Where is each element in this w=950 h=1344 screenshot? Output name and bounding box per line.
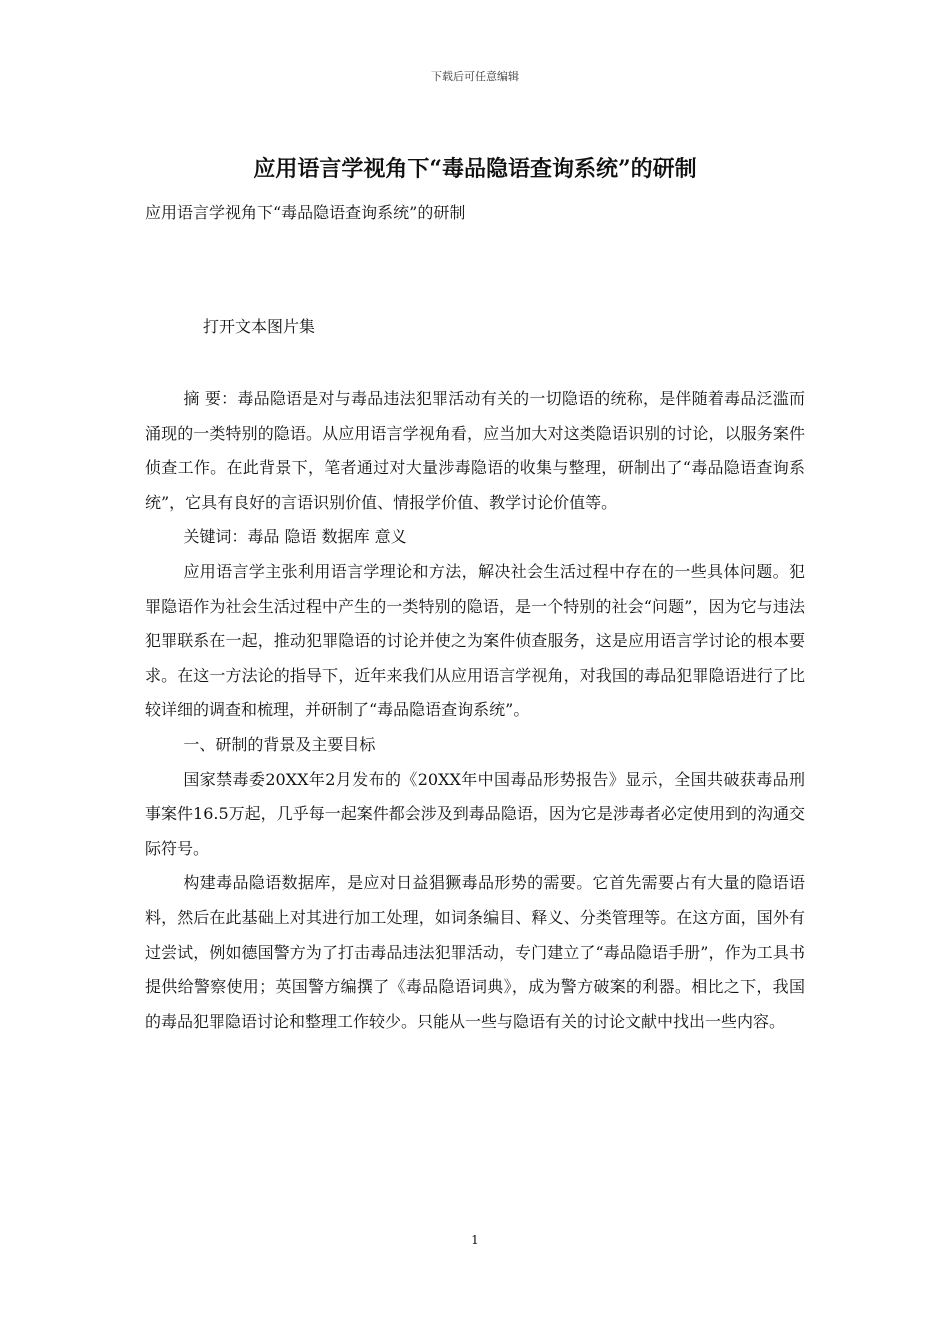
header-note: 下载后可任意编辑 — [431, 70, 519, 83]
document-subtitle: 应用语言学视角下“毒品隐语查询系统”的研制 — [145, 203, 466, 222]
abstract-paragraph: 摘 要：毒品隐语是对与毒品违法犯罪活动有关的一切隐语的统称，是伴随着毒品泛滥而涌现的一类特别的隐语。从应用语言学视角看，应当加大对这类隐语识别的讨论，以服务案件侦查工作。在此背景下，笔者通过对大量涉毒隐语的收集与整理，研制出了“毒品隐语查询系统”，它具有良好的言语识别价值、情报学价值、教学讨论价值等。 — [145, 389, 805, 512]
document-title: 应用语言学视角下“毒品隐语查询系统”的研制 — [253, 156, 697, 182]
body-text — [145, 382, 805, 1039]
page-number: 1 — [471, 1233, 479, 1247]
keywords-paragraph: 关键词：毒品 隐语 数据库 意义 — [183, 527, 407, 547]
open-image-gallery-link[interactable]: 打开文本图片集 — [203, 317, 316, 336]
section-heading: 一、研制的背景及主要目标 — [183, 734, 376, 754]
body-paragraph: 国家禁毒委20XX年2月发布的《20XX年中国毒品形势报告》显示，全国共破获毒品刑事案件16.5万起，几乎每一起案件都会涉及到毒品隐语，因为它是涉毒者必定使用到的沟通交际符号。 — [145, 769, 805, 858]
intro-paragraph: 应用语言学主张利用语言学理论和方法，解决社会生活过程中存在的一些具体问题。犯罪隐语作为社会生活过程中产生的一类特别的隐语，是一个特别的社会“问题”，因为它与违法犯罪联系在一起，推动犯罪隐语的讨论并使之为案件侦查服务，这是应用语言学讨论的根本要求。在这一方法论的指导下，近年来我们从应用语言学视角，对我国的毒品犯罪隐语进行了比较详细的调查和梳理，并研制了“毒品隐语查询系统”。 — [145, 561, 805, 720]
body-paragraph: 构建毒品隐语数据库，是应对日益猖獗毒品形势的需要。它首先需要占有大量的隐语语料，然后在此基础上对其进行加工处理，如词条编目、释义、分类管理等。在这方面，国外有过尝试，例如德国警方为了打击毒品违法犯罪活动，专门建立了“毒品隐语手册”，作为工具书提供给警察使用；英国警方编撰了《毒品隐语词典》，成为警方破案的利器。相比之下，我国的毒品犯罪隐语讨论和整理工作较少。只能从一些与隐语有关的讨论文献中找出一些内容。 — [145, 873, 805, 1031]
